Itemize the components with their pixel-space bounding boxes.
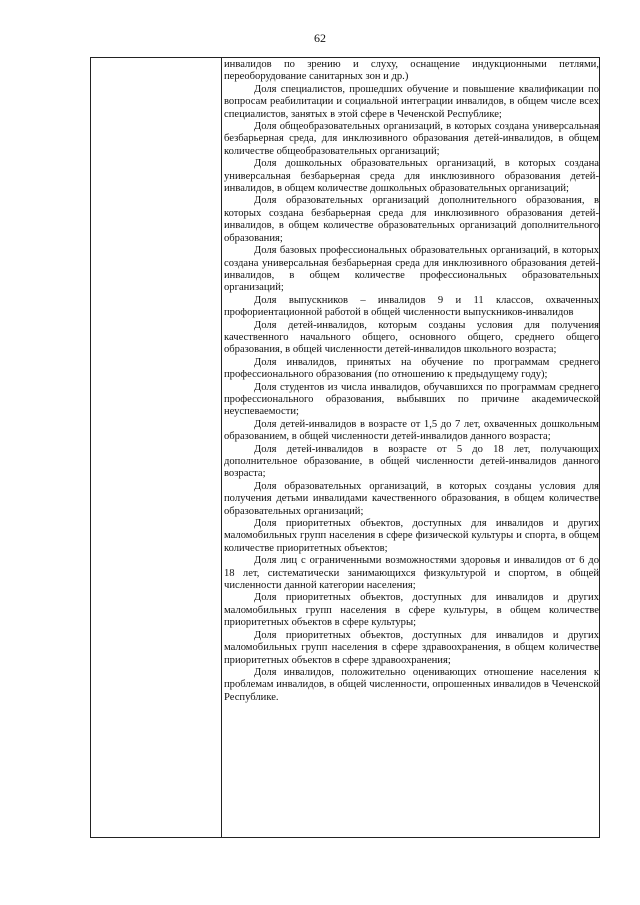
paragraph: Доля лиц с ограниченными возможностями здоровья и инвалидов от 6 до 18 лет, систематически занимающихся физкультурой и спортом, в общей численности данной категории населения; [224,555,599,592]
paragraph: Доля базовых профессиональных образовательных организаций, в которых создана универсальная безбарьерная среда для инклюзивного образования детей-инвалидов, в общем количестве профессиональных образовательных организаций; [224,245,599,294]
paragraph: Доля инвалидов, положительно оценивающих отношение населения к проблемам инвалидов, в общей численности, опрошенных инвалидов в Чеченской Республике. [224,666,599,703]
paragraph: Доля приоритетных объектов, доступных для инвалидов и других маломобильных групп населения в сфере физической культуры и спорта, в общем количестве приоритетных объектов; [224,518,599,554]
page-number: 62 [314,31,326,45]
paragraph: Доля приоритетных объектов, доступных для инвалидов и других маломобильных групп населения в сфере здравоохранения, в общем количестве приоритетных объектов в сфере здравоохранения; [224,629,599,666]
paragraph: Доля приоритетных объектов, доступных для инвалидов и других маломобильных групп населения в сфере культуры, в общем количестве приоритетных объектов в сфере культуры; [224,592,599,629]
paragraph: Доля образовательных организаций, в которых созданы условия для получения детьми инвалидами качественного образования, в общем количестве образовательных организаций; [224,480,599,517]
table-cell-content [224,59,599,704]
paragraph: Доля специалистов, прошедших обучение и повышение квалификации по вопросам реабилитации и социальной интеграции инвалидов, в общем числе всех специалистов, занятых в этой сфере в Чеченской Республике; [224,83,599,120]
paragraph: Доля детей-инвалидов, которым созданы условия для получения качественного начального общего, основного общего, среднего общего образования, в общей численности детей-инвалидов школьного возраста; [224,319,599,356]
paragraph: Доля детей-инвалидов в возрасте от 5 до 18 лет, получающих дополнительное образование, в общей численности детей-инвалидов данного возраста; [224,443,599,480]
paragraph: Доля общеобразовательных организаций, в которых создана универсальная безбарьерная среда, для инклюзивного образования детей-инвалидов, в общем количестве общеобразовательных организаций; [224,121,599,157]
paragraph: Доля детей-инвалидов в возрасте от 1,5 до 7 лет, охваченных дошкольным образованием, в общей численности детей-инвалидов данного возраста; [224,418,599,443]
paragraph: Доля дошкольных образовательных организаций, в которых создана универсальная безбарьерная среда для инклюзивного образования детей-инвалидов, в общем количестве дошкольных образовательных организаций; [224,158,599,195]
document-table [90,57,600,838]
column-divider [221,58,222,837]
paragraph: инвалидов по зрению и слуху, оснащение индукционными петлями, переоборудование санитарных зон и др.) [224,59,599,83]
paragraph: Доля студентов из числа инвалидов, обучавшихся по программам среднего профессионального образования, выбывших по причине академической неуспеваемости; [224,381,599,418]
paragraph: Доля инвалидов, принятых на обучение по программам среднего профессионального образования (по отношению к предыдущему году); [224,356,599,381]
paragraph: Доля образовательных организаций дополнительного образования, в которых создана безбарьерная среда для инклюзивного образования детей-инвалидов, в общем количестве образовательных организаций дополнительного образования; [224,195,599,244]
paragraph: Доля выпускников – инвалидов 9 и 11 классов, охваченных профориентационной работой в общей численности выпускников-инвалидов [224,294,599,319]
